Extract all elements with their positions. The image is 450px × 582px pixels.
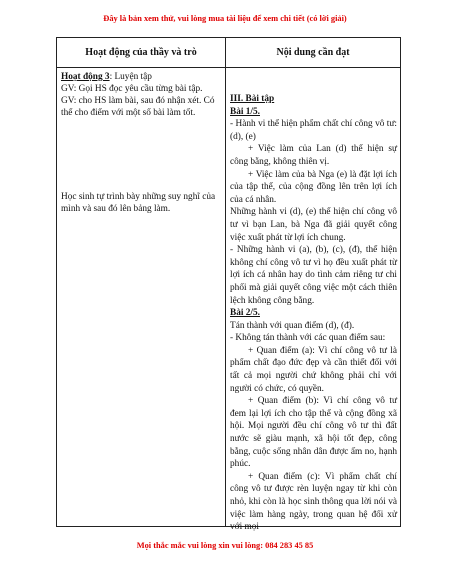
lesson-table — [56, 37, 401, 533]
header-content: Nội dung cần đạt — [276, 47, 350, 58]
content-cell — [226, 68, 400, 533]
exercise-2-title: Bài 2/5. — [230, 308, 260, 319]
exercise-2-para: + Quan điểm (c): Vì phẩm chất chí công vô tư được rèn luyện ngay từ khi còn nhỏ, khi còn là học sinh thông qua lời nói và việc làm hàng ngày, trong quan hệ đối xử với mọi — [230, 471, 397, 533]
activity-label: Hoạt động 3 — [61, 72, 110, 82]
activity-name: : Luyện tập — [109, 72, 152, 82]
contact-banner: Mọi thắc mắc vui lòng xin vui lòng: 084 283 45 85 — [136, 541, 314, 550]
exercise-1-para: - Những hành vi (a), (b), (c), (đ), thể hiện không chí công vô tư vì họ đều xuất phát từ lợi ích cá nhân hay do tình cảm riêng tư chi phối mà giải quyết công việc một cách thiên lệch không công bằng. — [230, 245, 397, 306]
exercise-2-para: + Quan điểm (b): Vì chí công vô tư đem lại lợi ích cho tập thể và cộng đồng xã hội. Mọi người đều chí công vô tư thì đất nước sẽ giàu mạnh, xã hội tốt đẹp, công bằng, cuộc sống nhân dân được ấm no, hạnh phúc. — [230, 396, 397, 470]
exercise-1-title: Bài 1/5. — [230, 106, 260, 117]
exercise-1-para: - Hành vi thể hiện phẩm chất chí công vô tư: (d), (e) — [230, 119, 397, 142]
section-title: III. Bài tập — [230, 94, 275, 104]
exercise-2-para: - Không tán thành với các quan điểm sau: — [230, 333, 386, 344]
preview-banner: Đây là bản xem thử, vui lòng mua tài liệu để xem chi tiết (có lời giải) — [103, 14, 347, 23]
activity-heading — [61, 71, 222, 83]
exercise-1-para: + Việc làm của bà Nga (e) là đặt lợi ích của tập thể, của cộng đồng lên trên lợi ích của cá nhân. — [230, 169, 397, 205]
table-header-row — [57, 38, 400, 68]
teacher-line: GV: cho HS làm bài, sau đó nhận xét. Có thể cho điểm với một số bài làm tốt. — [61, 96, 215, 118]
table-body-row — [57, 68, 400, 533]
header-teacher-student: Hoạt động của thầy và trò — [57, 38, 226, 67]
activity-cell — [57, 68, 226, 527]
exercise-1-para: Những hành vi (d), (e) thể hiện chí công vô tư vì bạn Lan, bà Nga đã giải quyết công việc xuất phát từ lợi ích chung. — [230, 207, 397, 243]
exercise-2-para: Tán thành với quan điểm (d), (đ). — [230, 320, 355, 331]
exercise-2-para: + Quan điểm (a): Vì chí công vô tư là phẩm chất đạo đức đẹp và cần thiết đối với tất cả mọi người chứ không phải chỉ với người có chức, có quyền. — [230, 345, 397, 394]
exercise-1-para: + Việc làm của Lan (d) thể hiện sự công bằng, không thiên vị. — [230, 144, 397, 167]
teacher-line: GV: Gọi HS đọc yêu cầu từng bài tập. — [61, 84, 203, 94]
student-line: Học sinh tự trình bày những suy nghĩ của mình và sau đó lên bảng làm. — [61, 192, 216, 214]
